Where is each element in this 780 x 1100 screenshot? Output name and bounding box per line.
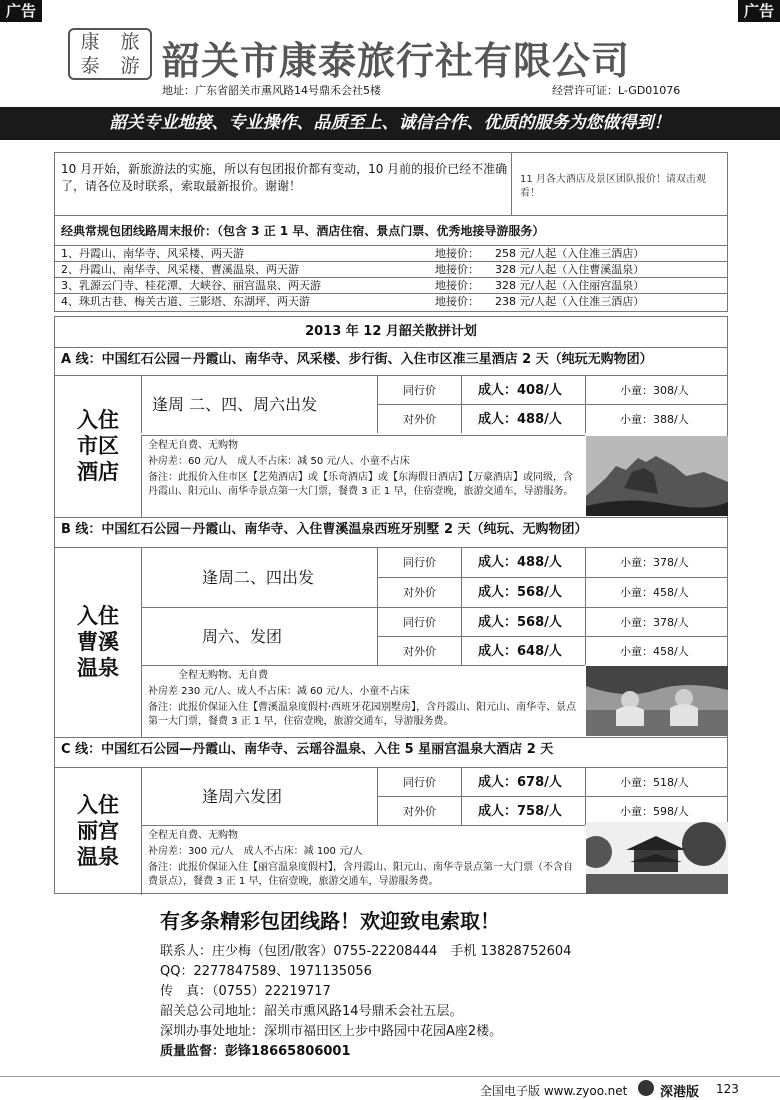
adult-price: 成人：568/人 bbox=[461, 577, 585, 607]
contact-line: 联系人：庄少梅（包团/散客）0755-22208444 手机 13828752604 bbox=[160, 944, 572, 959]
license-number: 经营许可证：L-GD01076 bbox=[552, 84, 681, 97]
adult-price: 成人：758/人 bbox=[461, 796, 585, 825]
weekend-price: 328 元/人起（入住曹溪温泉） bbox=[495, 263, 645, 276]
weekend-price-label: 地接价： bbox=[435, 263, 479, 276]
departure-schedule: 逢周六发团 bbox=[141, 767, 377, 825]
weekend-row bbox=[55, 245, 727, 262]
note-line: 备注：此报价保证入住【丽宫温泉度假村】，含丹霞山、阳元山、南华寺景点第一大门票（不含自费景点），餐费 3 正 1 早，住宿壹晚，旅游交通车，导游服务费。 bbox=[148, 862, 573, 887]
logo-char: 康 bbox=[80, 31, 100, 53]
contact-headline: 有多条精彩包团线路！欢迎致电索取！ bbox=[160, 909, 500, 933]
logo-char: 泰 bbox=[80, 55, 100, 77]
note-line: 补房差 230 元/人、成人不占床：减 60 元/人、小童不占床 bbox=[148, 686, 410, 697]
contact-line: 传 真：（0755）22219717 bbox=[160, 984, 331, 999]
route-heading: C 线：中国红石公园—丹霞山、南华寺、云瑶谷温泉、入住 5 星丽宫温泉大酒店 2 天 bbox=[55, 737, 727, 767]
child-price: 小童：458/人 bbox=[585, 577, 727, 607]
child-price: 小童：458/人 bbox=[585, 636, 727, 665]
note-line: 补房差：60 元/人 成人不占床：减 50 元/人、小童不占床 bbox=[148, 456, 410, 467]
slogan-banner: 韶关专业地接、专业操作、品质至上、诚信合作、优质的服务为您做得到！ bbox=[0, 107, 780, 140]
contact-line: QQ：2277847589、1971135056 bbox=[160, 964, 372, 979]
route-heading: B 线：中国红石公园－丹霞山、南华寺、入住曹溪温泉西班牙别墅 2 天（纯玩、无购物团） bbox=[55, 517, 727, 547]
child-price: 小童：378/人 bbox=[585, 607, 727, 636]
child-price: 小童：388/人 bbox=[585, 404, 727, 433]
logo-char: 旅 bbox=[120, 31, 140, 53]
price-type: 同行价 bbox=[377, 375, 461, 404]
departure-schedule: 周六、发团 bbox=[141, 607, 377, 665]
adult-price: 成人：568/人 bbox=[461, 607, 585, 636]
adult-price: 成人：678/人 bbox=[461, 767, 585, 796]
logo-char: 游 bbox=[120, 55, 140, 77]
departure-schedule: 逢周二、四出发 bbox=[141, 547, 377, 607]
child-price: 小童：598/人 bbox=[585, 796, 727, 825]
quality-supervisor: 质量监督：彭锋18665806001 bbox=[160, 1044, 351, 1059]
route-heading: A 线：中国红石公园－丹霞山、南华寺、风采楼、步行街、入住市区准三星酒店 2 天（纯玩无购物团） bbox=[55, 347, 727, 375]
stay-label: 入住 曹溪 温泉 bbox=[55, 547, 141, 737]
hotspring-photo bbox=[586, 666, 728, 736]
price-type: 对外价 bbox=[377, 636, 461, 665]
weekend-price-label: 地接价： bbox=[435, 247, 479, 260]
route-notes bbox=[141, 435, 585, 517]
note-line: 备注：此报价保证入住【曹溪温泉度假村·西班牙花园别墅房】，含丹霞山、阳元山、南华寺、景点第一大门票，餐费 3 正 1 早，住宿壹晚，旅游交通车，导游服务费。 bbox=[148, 702, 577, 727]
weekend-row bbox=[55, 277, 727, 294]
contact-line: 韶关总公司地址：韶关市熏风路14号鼎禾会社五层。 bbox=[160, 1004, 463, 1019]
adult-price: 成人：408/人 bbox=[461, 375, 585, 404]
child-price: 小童：518/人 bbox=[585, 767, 727, 796]
price-type: 对外价 bbox=[377, 404, 461, 433]
child-price: 小童：378/人 bbox=[585, 547, 727, 577]
adult-price: 成人：488/人 bbox=[461, 404, 585, 433]
contact-line: 深圳办事处地址：深圳市福田区上步中路园中花园A座2楼。 bbox=[160, 1024, 503, 1039]
company-name: 韶关市康泰旅行社有限公司 bbox=[162, 39, 631, 83]
notice-box bbox=[54, 152, 728, 312]
weekend-title: 经典常规包团线路周末报价：（包含 3 正 1 早、酒店住宿、景点门票、优秀地接导游服务） bbox=[55, 215, 727, 239]
note-line: 全程无自费、无购物 bbox=[148, 440, 238, 451]
weekend-price: 328 元/人起（入住丽宫温泉） bbox=[495, 279, 645, 292]
price-type: 对外价 bbox=[377, 796, 461, 825]
route-notes bbox=[141, 665, 585, 737]
price-type: 同行价 bbox=[377, 607, 461, 636]
price-type: 对外价 bbox=[377, 577, 461, 607]
price-type: 同行价 bbox=[377, 547, 461, 577]
weekend-row bbox=[55, 293, 727, 310]
weekend-price-label: 地接价： bbox=[435, 295, 479, 308]
weekend-route: 1、丹霞山、南华寺、风采楼、两天游 bbox=[61, 247, 244, 260]
footer-edition: 深港版 bbox=[660, 1085, 700, 1100]
stay-label: 入住 丽宫 温泉 bbox=[55, 767, 141, 895]
weekend-row bbox=[55, 261, 727, 278]
child-price: 小童：308/人 bbox=[585, 375, 727, 404]
footer-logo-icon bbox=[638, 1080, 654, 1096]
ad-label-right: 广告 bbox=[738, 0, 780, 22]
note-line: 全程无自费、无购物 bbox=[148, 830, 238, 841]
weekend-route: 3、乳源云门寺、桂花潭、大峡谷、丽宫温泉、两天游 bbox=[61, 279, 321, 292]
ligong-photo bbox=[586, 822, 728, 894]
weekend-price-label: 地接价： bbox=[435, 279, 479, 292]
weekend-price: 258 元/人起（入住准三酒店） bbox=[495, 247, 645, 260]
price-type: 同行价 bbox=[377, 767, 461, 796]
stay-label: 入住 市区 酒店 bbox=[55, 375, 141, 517]
ad-label-left: 广告 bbox=[0, 0, 42, 22]
weekend-route: 4、珠玑古巷、梅关古道、三影塔、东湖坪、两天游 bbox=[61, 295, 310, 308]
notice-side-link[interactable]: 11 月各大酒店及景区团队报价！请双击观看！ bbox=[511, 153, 727, 215]
footer-site-link[interactable]: 全国电子版 www.zyoo.net bbox=[480, 1084, 628, 1098]
danxia-photo bbox=[586, 436, 728, 516]
adult-price: 成人：648/人 bbox=[461, 636, 585, 665]
footer-divider bbox=[0, 1076, 780, 1077]
page-number: 123 bbox=[716, 1082, 739, 1096]
adult-price: 成人：488/人 bbox=[461, 547, 585, 577]
note-line: 备注：此报价入住市区【艺苑酒店】或【乐奇酒店】或【东海假日酒店】【万豪酒店】或同级，含丹霞山、阳元山、南华寺景点第一大门票，餐费 3 正 1 早，住宿壹晚，旅游交通车，导游服务。 bbox=[148, 472, 574, 497]
departure-schedule: 逢周 二、四、周六出发 bbox=[141, 375, 377, 433]
note-line: 补房差：300 元/人 成人不占床：减 100 元/人 bbox=[148, 846, 363, 857]
plan-title: 2013 年 12 月韶关散拼计划 bbox=[305, 324, 477, 339]
notice-text: 10 月开始，新旅游法的实施，所以有包团报价都有变动，10 月前的报价已经不准确了，请各位及时联系，索取最新报价。谢谢！ bbox=[61, 162, 508, 193]
weekend-price: 238 元/人起（入住准三酒店） bbox=[495, 295, 645, 308]
route-notes bbox=[141, 825, 585, 895]
weekend-route: 2、丹霞山、南华寺、风采楼、曹溪温泉、两天游 bbox=[61, 263, 299, 276]
company-logo bbox=[68, 28, 152, 80]
company-address: 地址：广东省韶关市熏风路14号鼎禾会社5楼 bbox=[162, 84, 381, 97]
note-line: 全程无购物、无自费 bbox=[178, 670, 268, 681]
plan-table bbox=[54, 316, 728, 894]
